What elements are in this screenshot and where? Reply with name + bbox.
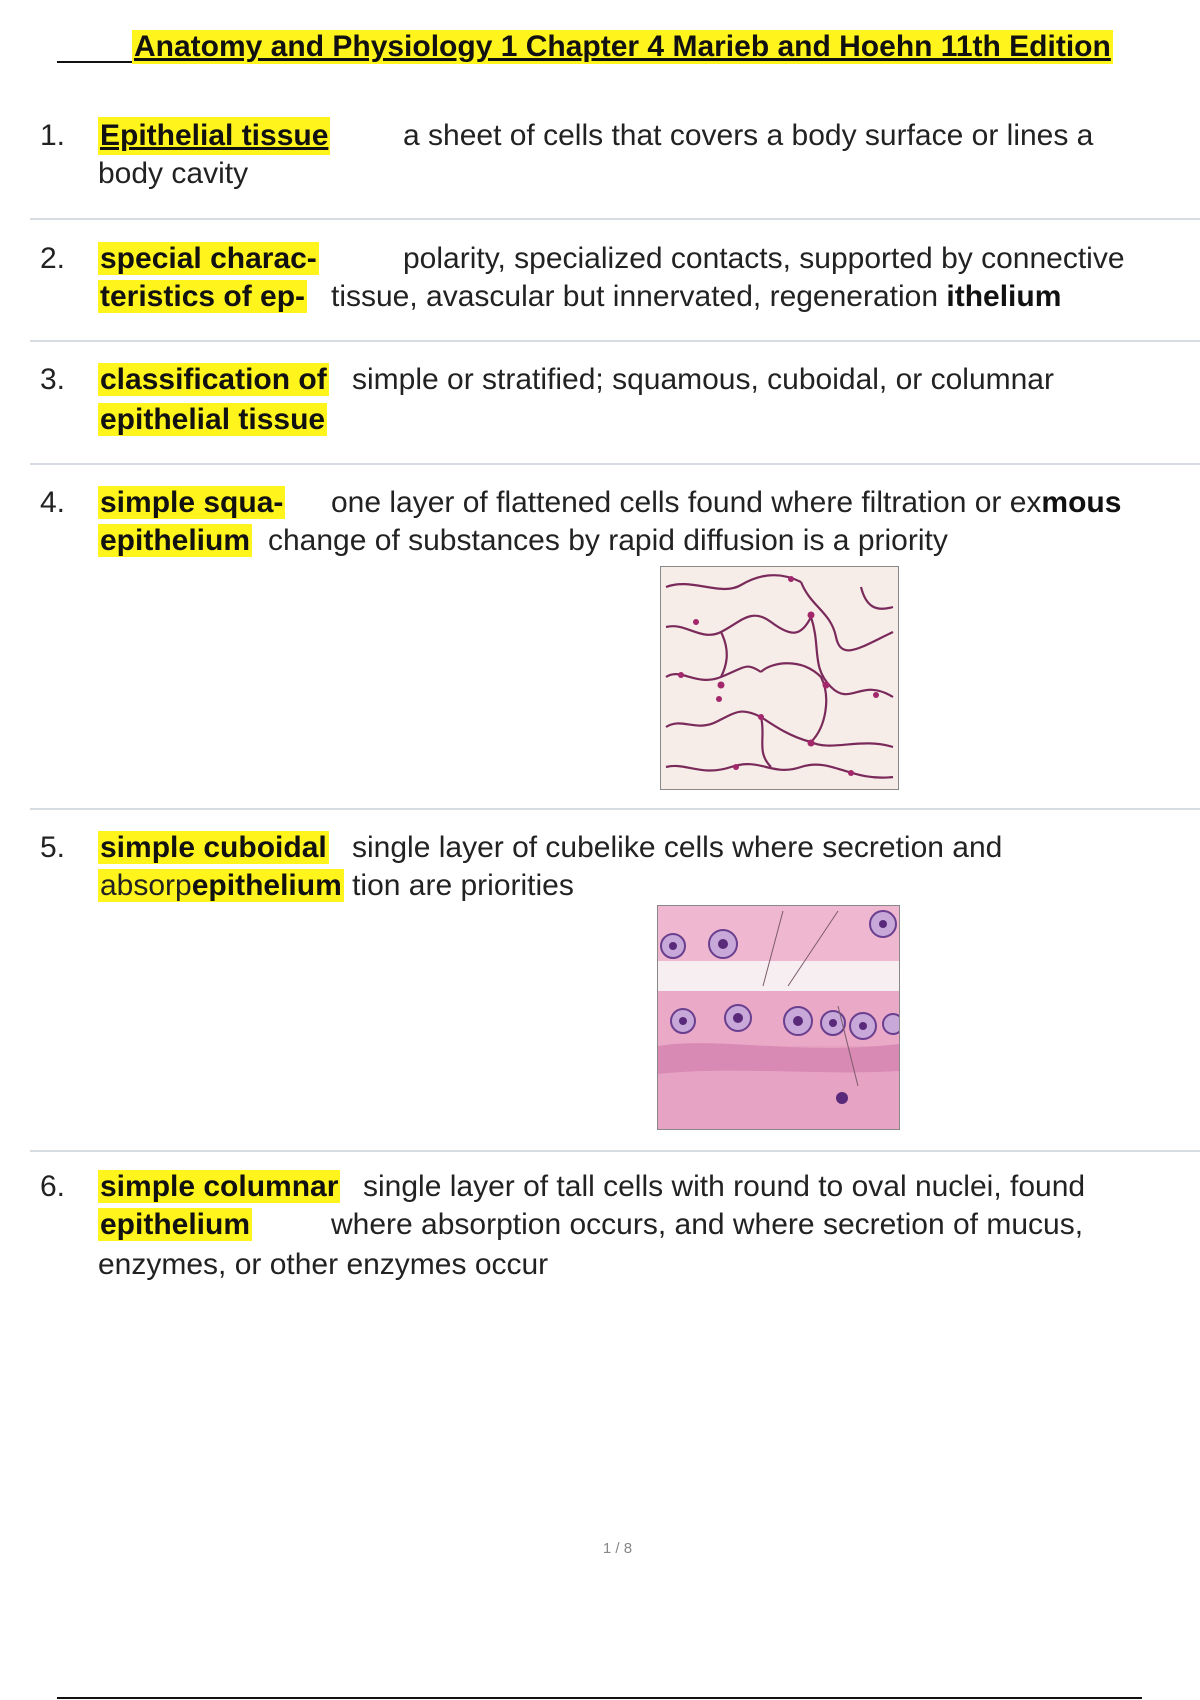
definition-line: body cavity — [98, 157, 249, 190]
divider — [30, 463, 1200, 465]
term: epithelium — [100, 524, 251, 557]
definition-line: single layer of cubelike cells where secretion and — [352, 831, 1003, 864]
divider — [30, 1150, 1200, 1152]
definition-line: absorpepithelium tion are priorities — [100, 869, 574, 902]
divider — [30, 340, 1200, 342]
list-item — [0, 829, 1200, 909]
list-item — [0, 361, 1200, 441]
item-number: 3. — [40, 363, 66, 396]
squamous-cells-illustration — [661, 567, 898, 789]
item-number: 5. — [40, 831, 66, 864]
bottom-rule — [57, 1697, 1142, 1699]
definition-line: a sheet of cells that covers a body surface or lines a — [403, 119, 1094, 152]
term: epithelial tissue — [100, 403, 326, 436]
list-item — [0, 117, 1200, 197]
definition-line: one layer of flattened cells found where filtration or exmous — [331, 486, 1122, 519]
document-title: Anatomy and Physiology 1 Chapter 4 Marieb and Hoehn 11th Edition — [134, 30, 1111, 63]
term: simple cuboidal — [100, 831, 327, 864]
divider — [30, 808, 1200, 810]
simple-cuboidal-micrograph — [657, 905, 900, 1130]
term: Epithelial tissue — [98, 117, 330, 155]
term: epithelium — [100, 1208, 251, 1241]
term: teristics of ep- — [100, 280, 306, 313]
term: simple squa- — [100, 486, 284, 519]
definition-line: simple or stratified; squamous, cuboidal, or columnar — [352, 363, 1054, 396]
item-number: 2. — [40, 242, 66, 275]
definition-line: where absorption occurs, and where secretion of mucus, — [331, 1208, 1084, 1241]
item-number: 1. — [40, 119, 66, 152]
term: simple columnar — [100, 1170, 339, 1203]
divider — [30, 218, 1200, 220]
definition-line: tissue, avascular but innervated, regeneration ithelium — [331, 280, 1062, 313]
item-number: 4. — [40, 486, 66, 519]
definition-line: change of substances by rapid diffusion is a priority — [268, 524, 948, 557]
definition-line: enzymes, or other enzymes occur — [98, 1248, 549, 1281]
definition-line: polarity, specialized contacts, supported by connective — [403, 242, 1125, 275]
list-item — [0, 484, 1200, 564]
title-rule — [57, 61, 132, 63]
term: classification of — [100, 363, 327, 396]
list-item — [0, 1168, 1200, 1288]
page-number: 1 / 8 — [602, 1540, 633, 1557]
cuboidal-cells-illustration — [658, 906, 899, 1129]
list-item — [0, 240, 1200, 320]
definition-line: single layer of tall cells with round to oval nuclei, found — [363, 1170, 1086, 1203]
simple-squamous-micrograph — [660, 566, 899, 790]
item-number: 6. — [40, 1170, 66, 1203]
term: special charac- — [100, 242, 317, 275]
